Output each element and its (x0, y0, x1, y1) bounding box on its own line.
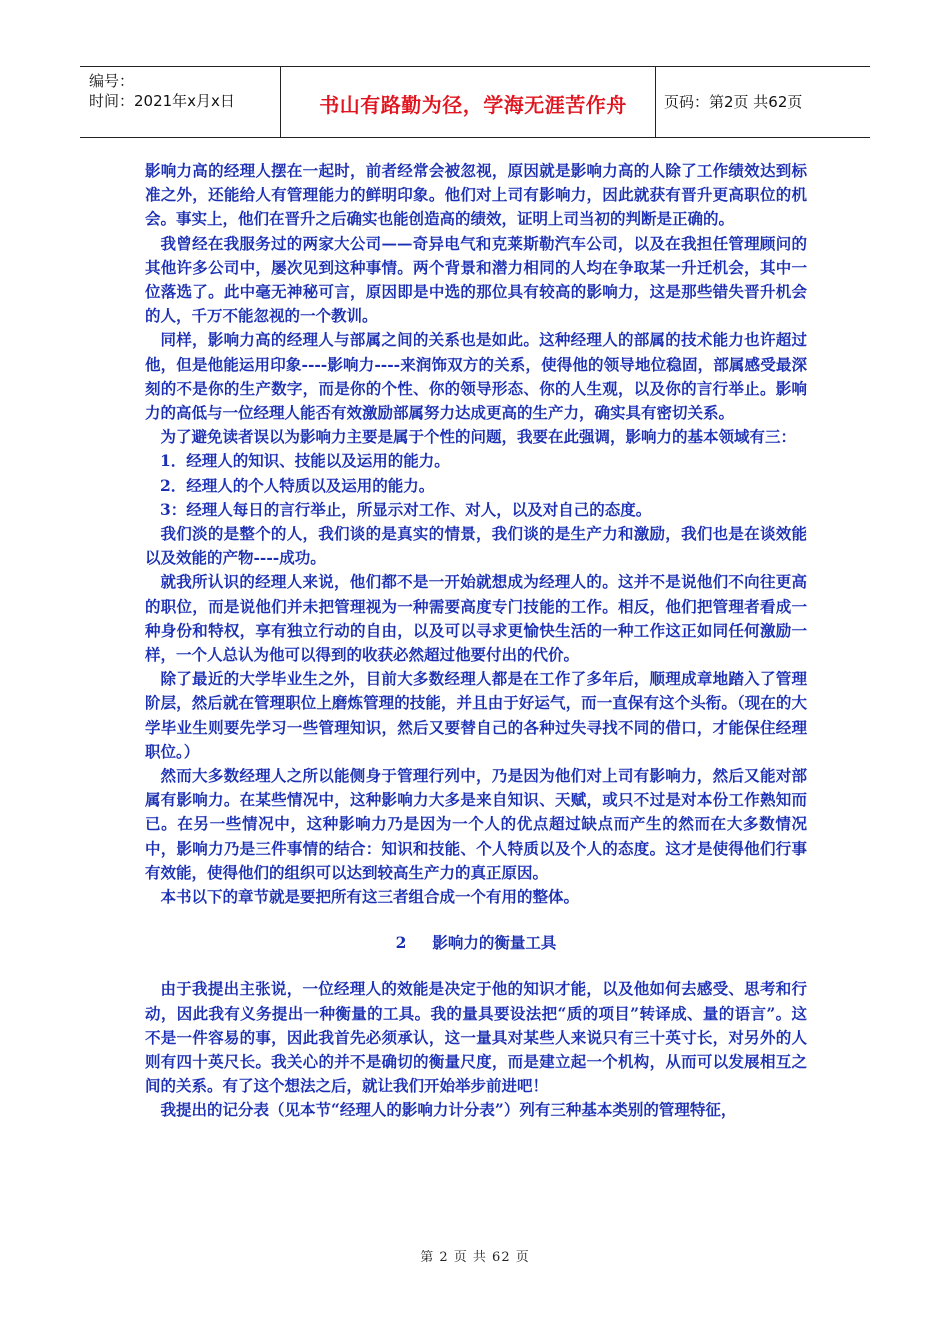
paragraph: 就我所认识的经理人来说，他们都不是一开始就想成为经理人的。这并不是说他们不向往更高的职位，而是说他们并未把管理视为一种需要高度专门技能的工作。相反，他们把管理者看成一种身份和特权，享有独立行动的自由，以及可以寻求更愉快生活的一种工作这正如同任何激励一样，一个人总认为他可以得到的收获必然超过他要付出的代价。 (145, 572, 807, 665)
header-meta (89, 71, 235, 111)
list-item: 2．经理人的个人特质以及运用的能力。 (160, 475, 435, 495)
list-item: 3：经理人每日的言行举止，所显示对工作、对人，以及对自己的态度。 (160, 499, 652, 519)
paragraph: 我曾经在我服务过的两家大公司——奇异电气和克莱斯勒汽车公司，以及在我担任管理顾问的其他许多公司中，屡次见到这种事情。两个背景和潜力相同的人均在争取某一升迁机会，其中一位落选了。此中毫无神秘可言，原因即是中选的那位具有较高的影响力，这是那些错失晋升机会的人，千万不能忽视的一个教训。 (145, 233, 807, 326)
page-footer: 第 2 页 共 62 页 (420, 1250, 530, 1265)
list-item: 1．经理人的知识、技能以及运用的能力。 (160, 451, 450, 471)
section-title: 影响力的衡量工具 (432, 933, 557, 953)
paragraph: 由于我提出主张说，一位经理人的效能是决定于他的知识才能，以及他如何去感受、思考和行动，因此我有义务提出一种衡量的工具。我的量具要设法把“质的项目”转译成、量的语言”。这不是一件容易的事，因此我首先必须承认，这一量具对某些人来说只有三十英寸长，对另外的人则有四十英尺长。我关心的并不是确切的衡量尺度，而是建立起一个机构，从而可以发展相互之间的关系。有了这个想法之后，就让我们开始举步前进吧！ (145, 979, 807, 1096)
document-number-label: 编号： (89, 72, 135, 90)
paragraph: 为了避免读者误以为影响力主要是属于个性的问题，我要在此强调，影响力的基本领域有三： (160, 427, 797, 447)
paragraph: 除了最近的大学毕业生之外，目前大多数经理人都是在工作了多年后，顺理成章地踏入了管理阶层，然后就在管理职位上磨炼管理的技能，并且由于好运气，而一直保有这个头衔。（现在的大学毕业生则要先学习一些管理知识，然后又要替自己的各种过失寻找不同的借口，才能保住经理职位。） (145, 669, 807, 761)
section-heading (145, 931, 807, 955)
section-number: 2 (395, 933, 407, 953)
paragraph: 我们淡的是整个的人，我们谈的是真实的情景，我们谈的是生产力和激励，我们也是在谈效能以及效能的产物----成功。 (145, 524, 807, 568)
paragraph: 影响力高的经理人摆在一起时，前者经常会被忽视，原因就是影响力高的人除了工作绩效达到标准之外，还能给人有管理能力的鲜明印象。他们对上司有影响力，因此就获有晋升更高职位的机会。事实上，他们在晋升之后确实也能创造高的绩效，证明上司当初的判断是正确的。 (145, 161, 807, 229)
header-motto: 书山有路勤为径，学海无涯苦作舟 (319, 93, 627, 117)
header-divider (280, 67, 281, 137)
paragraph: 本书以下的章节就是要把所有这三者组合成一个有用的整体。 (160, 887, 580, 907)
page-header (80, 66, 870, 138)
paragraph: 同样，影响力高的经理人与部属之间的关系也是如此。这种经理人的部属的技术能力也许超过他，但是他能运用印象----影响力----来润饰双方的关系，使得他的领导地位稳固，部属感受最深刻的不是你的生产数字，而是你的个性、你的领导形态、你的人生观，以及你的言行举止。影响力的高低与一位经理人能否有效激励部属努力达成更高的生产力，确实具有密切关系。 (145, 330, 807, 423)
document-body (145, 159, 807, 1123)
paragraph: 然而大多数经理人之所以能侧身于管理行列中，乃是因为他们对上司有影响力，然后又能对部属有影响力。在某些情况中，这种影响力大多是来自知识、天赋，或只不过是对本份工作熟知而已。在另一些情况中，这种影响力乃是因为一个人的优点超过缺点而产生的然而在大多数情况中，影响力乃是三件事情的结合：知识和技能、个人特质以及个人的态度。这才是使得他们行事有效能，使得他们的组织可以达到较高生产力的真正原因。 (145, 766, 807, 882)
document-date: 时间：2021年x月x日 (89, 92, 235, 110)
paragraph: 我提出的记分表（见本节“经理人的影响力计分表”）列有三种基本类别的管理特征， (160, 1100, 737, 1120)
header-page-info: 页码：第2页 共62页 (664, 93, 803, 111)
